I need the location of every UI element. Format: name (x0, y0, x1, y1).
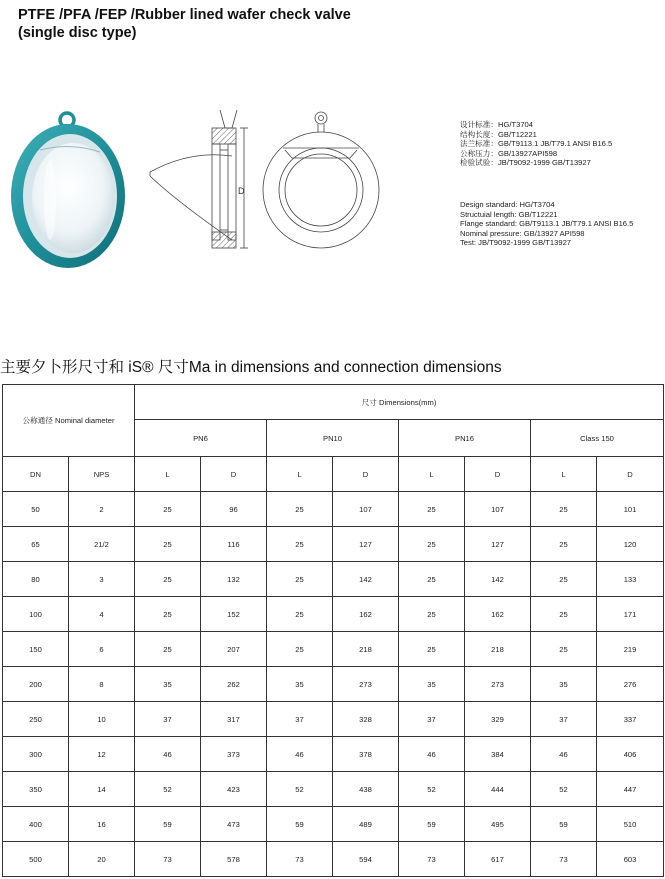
table-cell: 162 (465, 597, 531, 632)
table-cell: 35 (531, 667, 597, 702)
pressure-class-header: PN16 (399, 420, 531, 457)
table-cell: 207 (201, 632, 267, 667)
table-cell: 46 (399, 737, 465, 772)
column-header: L (267, 457, 333, 492)
table-row (3, 632, 664, 667)
table-cell: 25 (267, 597, 333, 632)
table-cell: 116 (201, 527, 267, 562)
table-row (3, 562, 664, 597)
table-cell: 25 (531, 562, 597, 597)
page-title (18, 6, 351, 42)
spec-line: Nominal pressure: GB/13927 API598 (460, 228, 585, 238)
table-cell: 603 (597, 842, 664, 877)
table-cell: 37 (267, 702, 333, 737)
table-cell: 273 (465, 667, 531, 702)
spec-line: 公称压力：GB/13927API598 (460, 148, 558, 158)
table-cell: 500 (3, 842, 69, 877)
section-title: 主要夕卜形尺寸和 iS® 尺寸Ma in dimensions and connection dimensions (0, 359, 502, 376)
table-cell: 25 (399, 597, 465, 632)
spec-line: 检验试验：JB/T9092-1999 GB/T13927 (460, 158, 591, 168)
spec-line: 设计标准：HG/T3704 (460, 120, 534, 129)
table-cell: 25 (135, 597, 201, 632)
table-cell: 350 (3, 772, 69, 807)
specs-chinese (460, 120, 612, 168)
table-row (3, 667, 664, 702)
table-cell: 2 (69, 492, 135, 527)
table-cell: 400 (3, 807, 69, 842)
table-cell: 473 (201, 807, 267, 842)
valve-figure (0, 100, 445, 275)
table-cell: 35 (267, 667, 333, 702)
table-row (3, 702, 664, 737)
table-cell: 171 (597, 597, 664, 632)
spec-line: Test: JB/T9092-1999 GB/T13927 (460, 238, 572, 248)
table-row (3, 527, 664, 562)
column-header: L (399, 457, 465, 492)
table-cell: 142 (465, 562, 531, 597)
table-cell: 328 (333, 702, 399, 737)
column-header: D (201, 457, 267, 492)
table-cell: 120 (597, 527, 664, 562)
table-cell: 35 (399, 667, 465, 702)
table-cell: 510 (597, 807, 664, 842)
table-cell: 107 (333, 492, 399, 527)
table-cell: 25 (531, 492, 597, 527)
table-cell: 384 (465, 737, 531, 772)
table-cell: 37 (135, 702, 201, 737)
table-cell: 25 (399, 632, 465, 667)
column-header: D (465, 457, 531, 492)
column-header: NPS (69, 457, 135, 492)
table-cell: 37 (399, 702, 465, 737)
table-cell: 73 (267, 842, 333, 877)
table-cell: 59 (531, 807, 597, 842)
table-cell: 25 (267, 492, 333, 527)
column-header: D (333, 457, 399, 492)
table-cell: 16 (69, 807, 135, 842)
table-cell: 46 (135, 737, 201, 772)
table-cell: 8 (69, 667, 135, 702)
table-cell: 65 (3, 527, 69, 562)
spec-line: Structuial length: GB/T12221 (460, 209, 558, 219)
table-cell: 447 (597, 772, 664, 807)
table-cell: 219 (597, 632, 664, 667)
table-cell: 133 (597, 562, 664, 597)
table-cell: 25 (399, 492, 465, 527)
table-cell: 300 (3, 737, 69, 772)
table-cell: 25 (399, 527, 465, 562)
spec-line: 法兰标准：GB/T9113.1 JB/T79.1 ANSI B16.5 (460, 139, 613, 149)
valve-photo (11, 113, 125, 268)
table-cell: 73 (135, 842, 201, 877)
table-row (3, 492, 664, 527)
column-header: L (135, 457, 201, 492)
table-cell: 101 (597, 492, 664, 527)
table-cell: 162 (333, 597, 399, 632)
table-cell: 73 (399, 842, 465, 877)
table-cell: 25 (531, 527, 597, 562)
table-row (3, 807, 664, 842)
table-cell: 25 (531, 632, 597, 667)
table-cell: 12 (69, 737, 135, 772)
table-cell: 25 (135, 492, 201, 527)
table-cell: 52 (267, 772, 333, 807)
table-cell: 25 (135, 562, 201, 597)
valve-section-drawing (150, 110, 248, 248)
table-cell: 20 (69, 842, 135, 877)
table-cell: 100 (3, 597, 69, 632)
table-cell: 14 (69, 772, 135, 807)
table-row (3, 772, 664, 807)
table-cell: 21/2 (69, 527, 135, 562)
table-row (3, 597, 664, 632)
table-cell: 46 (531, 737, 597, 772)
dimensions-header: 尺寸 Dimensions(mm) (135, 385, 664, 420)
table-cell: 25 (267, 562, 333, 597)
pressure-class-header: Class 150 (531, 420, 664, 457)
valve-front-drawing (263, 112, 379, 248)
table-cell: 337 (597, 702, 664, 737)
table-cell: 25 (135, 527, 201, 562)
table-cell: 218 (465, 632, 531, 667)
table-cell: 25 (267, 527, 333, 562)
table-cell: 250 (3, 702, 69, 737)
pressure-class-header: PN6 (135, 420, 267, 457)
table-cell: 406 (597, 737, 664, 772)
table-cell: 46 (267, 737, 333, 772)
table-cell: 73 (531, 842, 597, 877)
table-cell: 594 (333, 842, 399, 877)
pressure-class-header: PN10 (267, 420, 399, 457)
table-cell: 150 (3, 632, 69, 667)
table-cell: 52 (135, 772, 201, 807)
table-cell: 35 (135, 667, 201, 702)
table-cell: 3 (69, 562, 135, 597)
table-cell: 25 (399, 562, 465, 597)
table-cell: 25 (531, 597, 597, 632)
table-cell: 80 (3, 562, 69, 597)
table-cell: 4 (69, 597, 135, 632)
table-cell: 444 (465, 772, 531, 807)
table-cell: 489 (333, 807, 399, 842)
table-row (3, 842, 664, 877)
table-cell: 200 (3, 667, 69, 702)
table-cell: 25 (135, 632, 201, 667)
table-cell: 52 (399, 772, 465, 807)
spec-line: Flange standard: GB/T9113.1 JB/T79.1 ANSI B16.5 (460, 219, 634, 229)
table-cell: 59 (267, 807, 333, 842)
table-cell: 10 (69, 702, 135, 737)
table-cell: 262 (201, 667, 267, 702)
specs-english (460, 200, 633, 248)
table-cell: 50 (3, 492, 69, 527)
table-cell: 127 (465, 527, 531, 562)
table-cell: 25 (267, 632, 333, 667)
table-cell: 495 (465, 807, 531, 842)
title-line-2: (single disc type) (18, 25, 137, 41)
table-cell: 617 (465, 842, 531, 877)
nominal-diameter-header: 公称通径 Nominal diameter (3, 385, 135, 457)
table-cell: 37 (531, 702, 597, 737)
table-cell: 317 (201, 702, 267, 737)
table-cell: 378 (333, 737, 399, 772)
table-cell: 276 (597, 667, 664, 702)
column-header: D (597, 457, 664, 492)
table-cell: 142 (333, 562, 399, 597)
table-cell: 423 (201, 772, 267, 807)
table-cell: 273 (333, 667, 399, 702)
spec-line: 结构长度：GB/T12221 (460, 129, 537, 139)
table-cell: 132 (201, 562, 267, 597)
table-cell: 218 (333, 632, 399, 667)
table-cell: 6 (69, 632, 135, 667)
table-cell: 373 (201, 737, 267, 772)
column-header: DN (3, 457, 69, 492)
table-cell: 52 (531, 772, 597, 807)
table-cell: 107 (465, 492, 531, 527)
table-cell: 152 (201, 597, 267, 632)
table-row (3, 737, 664, 772)
dimensions-table (2, 384, 664, 877)
table-cell: 578 (201, 842, 267, 877)
table-cell: 59 (399, 807, 465, 842)
spec-line: Design standard: HG/T3704 (460, 200, 555, 209)
column-header-row (3, 457, 664, 492)
title-line-1: PTFE /PFA /FEP /Rubber lined wafer check valve (18, 7, 351, 23)
table-cell: 59 (135, 807, 201, 842)
column-header: L (531, 457, 597, 492)
table-cell: 127 (333, 527, 399, 562)
dimension-label-d: D (238, 186, 245, 196)
table-cell: 329 (465, 702, 531, 737)
table-cell: 438 (333, 772, 399, 807)
table-cell: 96 (201, 492, 267, 527)
